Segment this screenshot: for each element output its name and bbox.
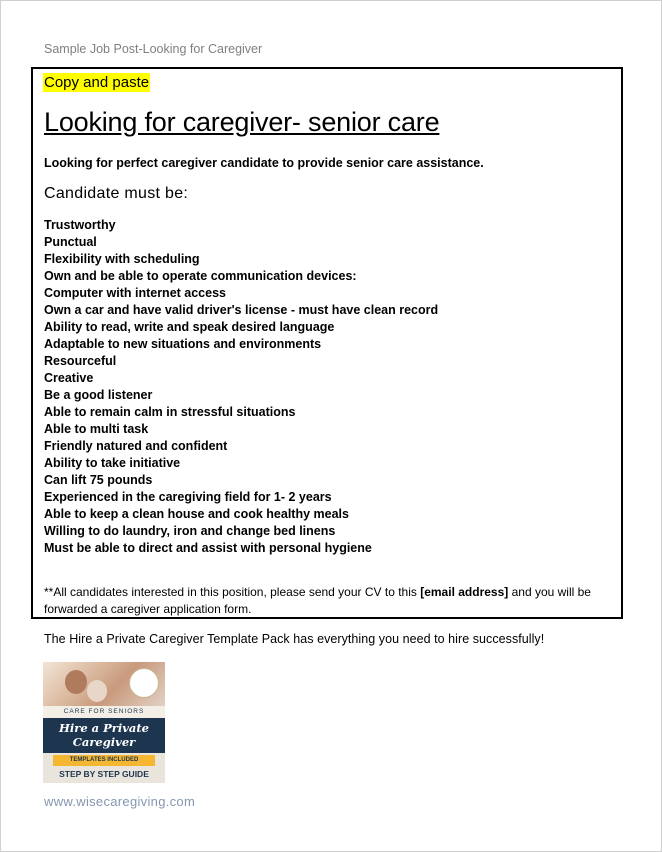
cover-title: [43, 718, 165, 753]
cover-tag: TEMPLATES INCLUDED: [53, 755, 155, 766]
cover-guide-text: STEP BY STEP GUIDE: [59, 769, 149, 779]
cover-band-text: CARE FOR SENIORS: [43, 706, 165, 718]
list-item: Own and be able to operate communication devices:: [44, 269, 357, 283]
cover-logo: [129, 668, 159, 698]
list-item: Must be able to direct and assist with personal hygiene: [44, 541, 372, 555]
cover-title-line-1: Hire a Private: [59, 721, 149, 735]
list-item: Be a good listener: [44, 388, 153, 402]
list-item: Trustworthy: [44, 218, 116, 232]
list-item: Flexibility with scheduling: [44, 252, 200, 266]
list-item: Own a car and have valid driver's license - must have clean record: [44, 303, 439, 317]
list-item: Friendly natured and confident: [44, 439, 228, 453]
requirements-list: [44, 217, 438, 557]
template-pack-text: The Hire a Private Caregiver Template Pack has everything you need to hire successfully!: [44, 632, 545, 646]
email-placeholder: [email address]: [420, 585, 509, 599]
job-intro: Looking for perfect caregiver candidate to provide senior care assistance.: [44, 156, 484, 170]
note-text-end: and you will be forwarded a caregiver application form.: [44, 585, 591, 616]
application-note: [44, 584, 619, 618]
list-item: Punctual: [44, 235, 97, 249]
list-item: Can lift 75 pounds: [44, 473, 153, 487]
list-item: Able to keep a clean house and cook healthy meals: [44, 507, 349, 521]
list-item: Experienced in the caregiving field for 1- 2 years: [44, 490, 332, 504]
website-link[interactable]: www.wisecaregiving.com: [44, 794, 196, 809]
requirements-heading: Candidate must be:: [44, 185, 189, 202]
list-item: Able to remain calm in stressful situations: [44, 405, 296, 419]
caregiver-figure: [65, 670, 87, 694]
list-item: Computer with internet access: [44, 286, 226, 300]
page-header: Sample Job Post-Looking for Caregiver: [44, 42, 263, 56]
list-item: Creative: [44, 371, 94, 385]
list-item: Able to multi task: [44, 422, 149, 436]
cover-title-line-2: Caregiver: [72, 735, 136, 749]
job-title: Looking for caregiver- senior care: [44, 107, 440, 137]
copy-paste-highlight: Copy and paste: [44, 74, 150, 91]
list-item: Willing to do laundry, iron and change bed linens: [44, 524, 336, 538]
list-item: Resourceful: [44, 354, 117, 368]
senior-figure: [87, 680, 107, 702]
list-item: Adaptable to new situations and environments: [44, 337, 322, 351]
note-text-start: **All candidates interested in this position, please send your CV to this: [44, 585, 421, 599]
list-item: Ability to take initiative: [44, 456, 181, 470]
list-item: Ability to read, write and speak desired language: [44, 320, 335, 334]
template-pack-cover-image[interactable]: [43, 662, 165, 783]
